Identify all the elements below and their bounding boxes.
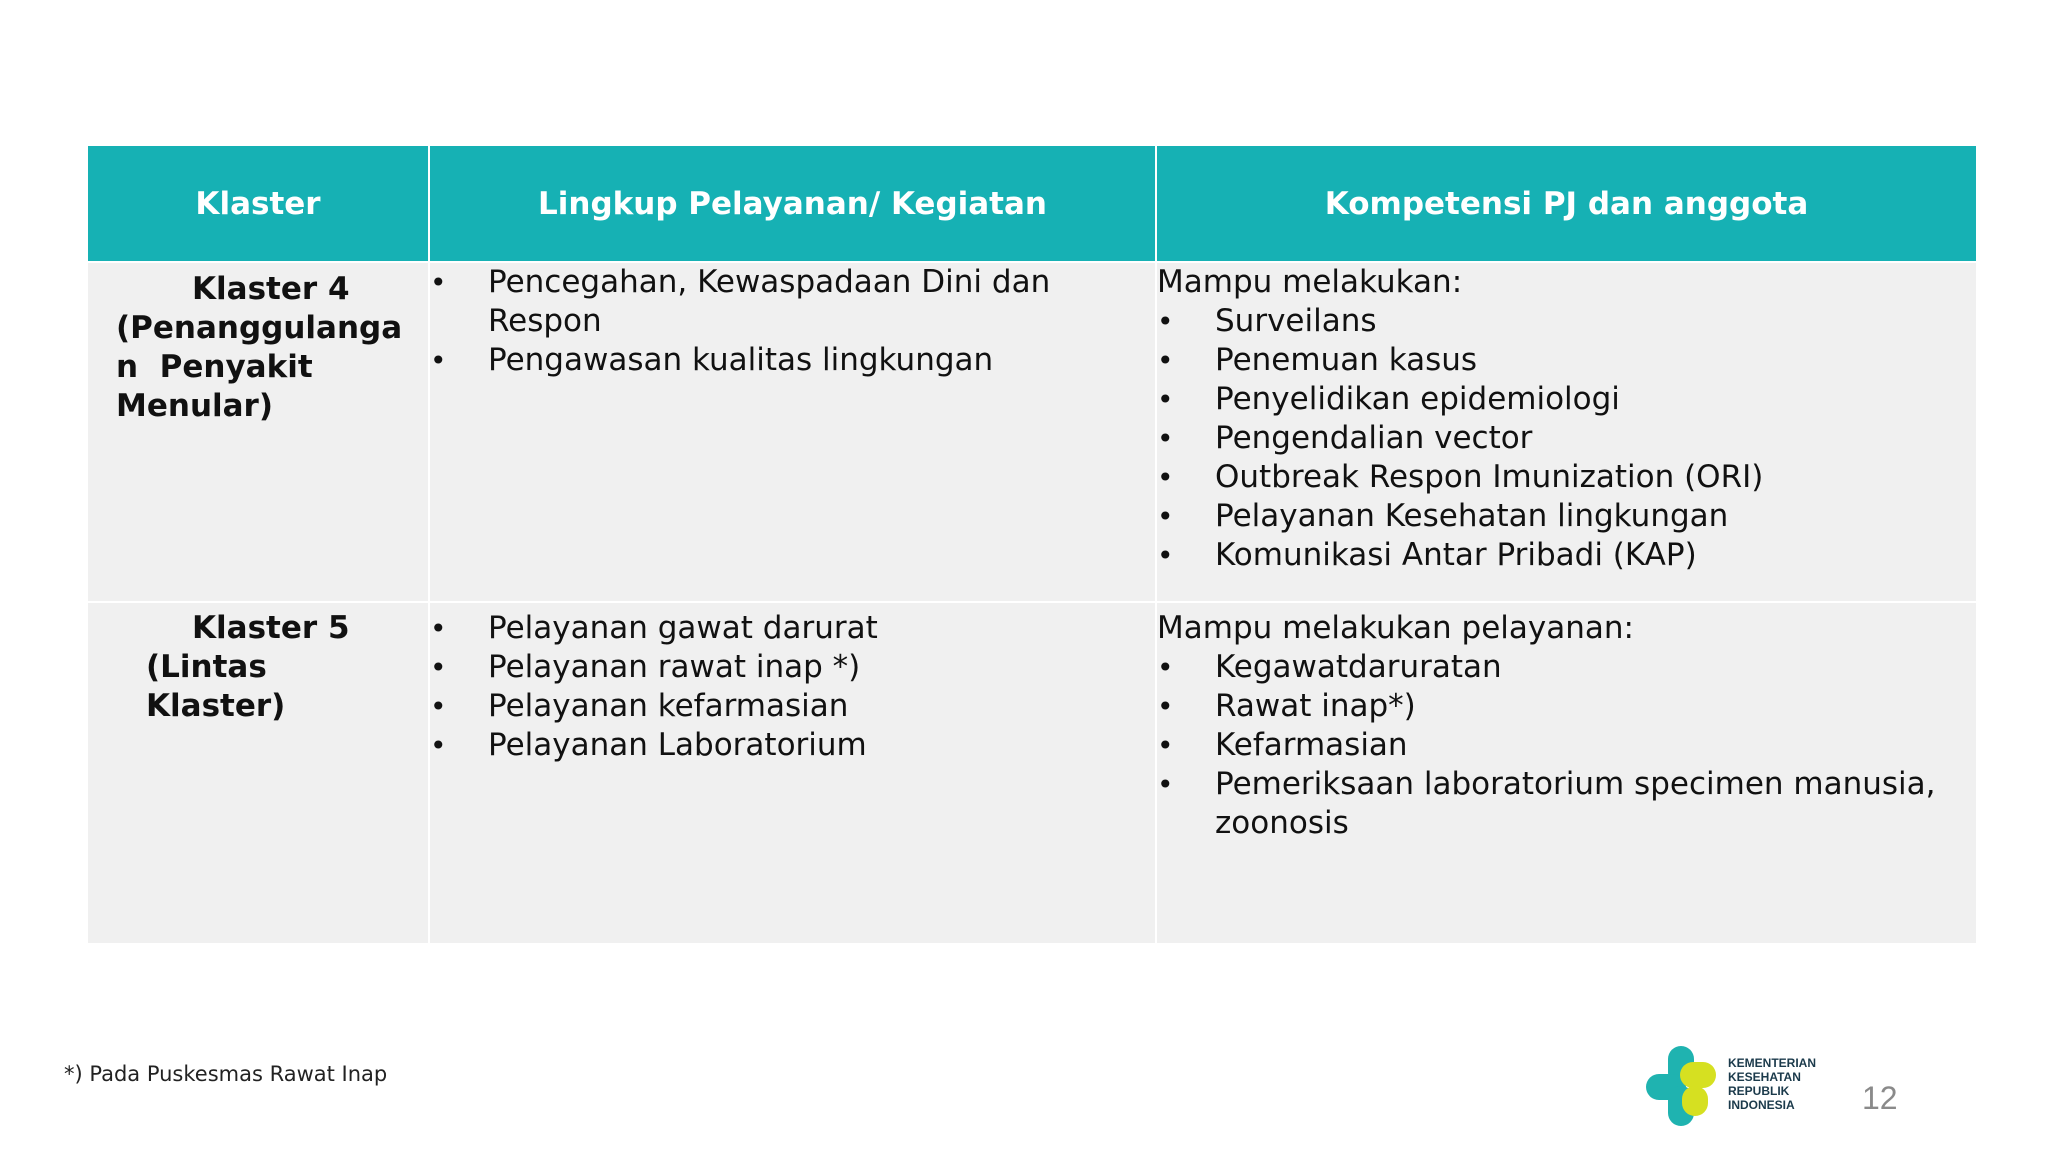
- scope-cell: [430, 261, 1157, 601]
- scope-item: • Pencegahan, Kewaspadaan Dini dan Respon: [430, 263, 1155, 341]
- competency-item: • Kegawatdaruratan: [1157, 648, 1976, 687]
- cluster-name: [88, 603, 428, 726]
- health-ministry-emblem-icon: [1640, 1040, 1724, 1130]
- cluster-subtitle-line: Klaster): [146, 688, 286, 724]
- scope-cell: [430, 601, 1157, 943]
- logo-line: INDONESIA: [1728, 1098, 1795, 1112]
- cluster-cell: [88, 601, 430, 943]
- competency-item: • Outbreak Respon Imunization (ORI): [1157, 458, 1976, 497]
- competency-item: • Penyelidikan epidemiologi: [1157, 380, 1976, 419]
- table-row-klaster-5: [88, 601, 1976, 943]
- scope-item: • Pelayanan Laboratorium: [430, 726, 1155, 765]
- competency-item: • Penemuan kasus: [1157, 341, 1976, 380]
- competency-item: • Komunikasi Antar Pribadi (KAP): [1157, 536, 1976, 575]
- cluster-subtitle-line: (Penanggulanga: [116, 310, 403, 346]
- scope-item: • Pengawasan kualitas lingkungan: [430, 341, 1155, 380]
- logo-line: KEMENTERIAN: [1728, 1056, 1817, 1070]
- page-number: 12: [1862, 1080, 1898, 1116]
- header-lingkup-pelayanan: Lingkup Pelayanan/ Kegiatan: [430, 146, 1157, 261]
- table-header-row: [88, 146, 1976, 261]
- competency-item: • Kefarmasian: [1157, 726, 1976, 765]
- cluster-title: Klaster 4: [192, 271, 350, 307]
- cluster-subtitle-line: n Penyakit: [116, 349, 313, 385]
- logo-line: REPUBLIK: [1728, 1084, 1790, 1098]
- scope-list: [430, 263, 1155, 380]
- footnote: *) Pada Puskesmas Rawat Inap: [64, 1062, 388, 1086]
- competency-item: • Pelayanan Kesehatan lingkungan: [1157, 497, 1976, 536]
- scope-item: • Pelayanan rawat inap *): [430, 648, 1155, 687]
- ministry-logo: [1640, 1040, 1880, 1130]
- competency-item: • Pemeriksaan laboratorium specimen manusia, zoonosis: [1157, 765, 1976, 843]
- competency-lead: Mampu melakukan pelayanan:: [1157, 610, 1634, 646]
- logo-wordmark: [1728, 1056, 1816, 1112]
- header-klaster: Klaster: [88, 146, 430, 261]
- cluster-subtitle-line: (Lintas: [146, 649, 267, 685]
- scope-item: • Pelayanan gawat darurat: [430, 609, 1155, 648]
- logo-line: KESEHATAN: [1728, 1070, 1801, 1084]
- cluster-table: [88, 146, 1976, 943]
- cluster-title: Klaster 5: [192, 610, 350, 646]
- competency-item: • Rawat inap*): [1157, 687, 1976, 726]
- competency-lead: Mampu melakukan:: [1157, 264, 1463, 300]
- scope-list: [430, 609, 1155, 765]
- competency-item: • Surveilans: [1157, 302, 1976, 341]
- table-row-klaster-4: [88, 261, 1976, 601]
- competency-item: • Pengendalian vector: [1157, 419, 1976, 458]
- scope-item: • Pelayanan kefarmasian: [430, 687, 1155, 726]
- competency-list: [1157, 302, 1976, 575]
- competency-cell: [1157, 261, 1976, 601]
- cluster-subtitle-line: Menular): [116, 388, 274, 424]
- competency-list: [1157, 648, 1976, 843]
- competency-cell: [1157, 601, 1976, 943]
- cluster-name: [88, 263, 428, 426]
- header-kompetensi: Kompetensi PJ dan anggota: [1157, 146, 1976, 261]
- cluster-cell: [88, 261, 430, 601]
